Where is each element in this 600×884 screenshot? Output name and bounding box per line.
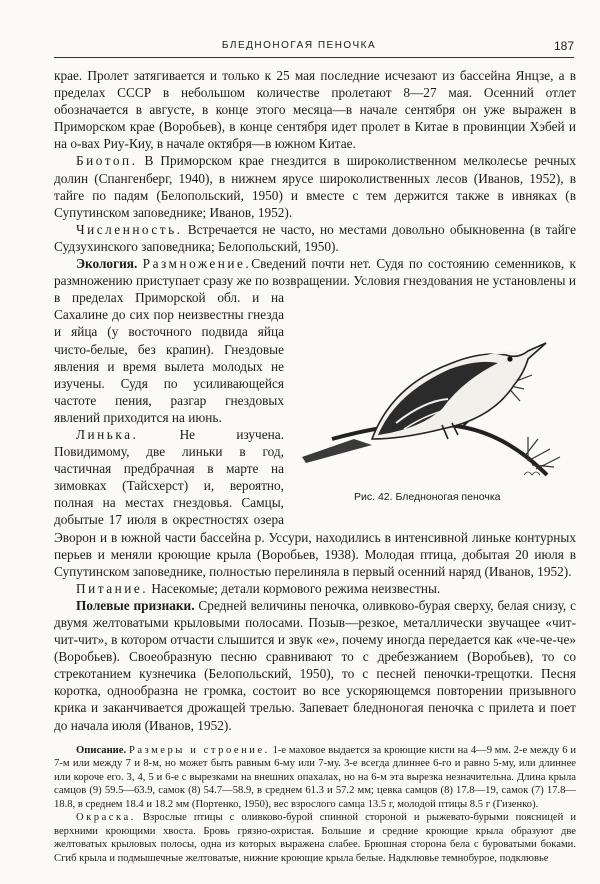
running-header [54, 40, 574, 56]
biotope-heading: Биотоп. [76, 153, 138, 169]
coloration-text: Взрослые птицы с оливково-бурой спинной стороной и рыжевато-бурыми поясницей и верхними кроющими хвоста. Бровь грязно-охристая. Большие и средние кроющие крыла образуют две желтоватых крыловых полосы, одна из которых выражена слабее. Брюшная сторона бела с буроватыми боками. Сгиб крыла и подмышечные желтоватые, нижние кроющие крыла белые. Надклювье темнобурое, подклювье [54, 812, 576, 864]
paragraph-measurements [54, 744, 576, 812]
molt-heading: Линька. [76, 426, 139, 442]
breeding-text-rest: гнездования не установлены и в пределах Приморской обл. и на Сахалине до сих пор неизвестны гнезда и яйца (у восточного подвида яйца чисто-белые, без крапин). Гнездовые явления и время вылета молодых не изучены. Судя по усиливающейся частоте пения, разгар гнездовых явлений приходится на июнь. [54, 273, 576, 425]
warbler-illustration [292, 289, 582, 485]
field-marks-heading: Полевые признаки. [76, 597, 195, 613]
figure-caption: Рис. 42. Бледноногая пеночка [354, 491, 501, 504]
paragraph-migration: крае. Пролет затягивается и только к 25 мая последние исчезают из бассейна Янцзе, а в пределах СССР в небольшом количестве пролетают 8—27 мая. Осенний отлет обозначается в августе, в конце этого месяца—в начале сентября он уже выражен в Приморском крае (Воробьев), в конце сентября идет пролет в Китае в провинции Хэбей и на о-вах Риу-Киу, в начале октября—в южном Китае. [54, 68, 576, 152]
paragraph-abundance [54, 221, 576, 255]
coloration-heading: Окраска. [76, 812, 136, 824]
paragraph-biotope [54, 152, 576, 220]
field-marks-text: Средней величины пеночка, оливково-бурая сверху, белая снизу, с двумя желтоватыми крыловыми полосами. Позыв—резкое, металлически звучащее «чит-чит-чит», в котором отчасти слышится и звук «е», почему иногда передается как «че-че-че» (Воробьев). Своеобразную песню сравнивают то с дребезжанием (Воробьев), то со стрекотанием кузнечика (Белопольский, 1950), то с песней пеночки-трещотки. Песня коротка, однообразна не громка, состоит во все ускоряющемся повторении призывного крика и заканчивается дрожащей трелью. Запевает бледноногая пеночка с прилета и поет до начала июля (Иванов, 1952). [54, 597, 577, 733]
measurements-heading: Размеры и строение. [128, 744, 270, 756]
paragraph-field-marks [54, 597, 576, 734]
paragraph-coloration [54, 811, 576, 865]
abundance-text: Встречается не часто, но местами довольно обыкновенна (в тайге Судзухинского заповедника; Белопольский, 1950). [54, 221, 576, 254]
bird-figure [292, 289, 582, 513]
molt-text: Не изучена. Повидимому, две линьки в год, частичная предбрачная в марте на зимовках (Тайсхерст) и, вероятно, полная на местах гнездовья. Самцы, добытые 17 июля в окрестностях озера Эворон и в южной части бассейна р. Уссури, находились в интенсивной линьке контурных перьев и меняли кроющие крыла (Воробьев, 1938). Молодая птица, добытая 20 июля в Супутинском заповеднике, полностью перелиняла в первый осенний наряд (Иванов, 1952). [54, 426, 576, 579]
breeding-text-start: Сведений почти нет. Судя по состоянию семенников, к размножению приступает сразу же по возвращении. Условия [54, 256, 576, 289]
abundance-heading: Численность. [76, 221, 183, 237]
page-number: 187 [553, 39, 574, 53]
figure-wrap-section [54, 255, 576, 580]
measurements-text: 1-е маховое выдается за кроющие кисти на 4—9 мм. 2-е между 6 и 7-м или между 7 и 8-м, но может быть равным 6-му или 7-му. 3-е всегда длиннее 6-го и равно 5-му, или длиннее или короче его. 3, 4, 5 и 6-е с вырезками на внешних опахалах, но на 6-м эта вырезка незначительна. Длина крыла самцов (9) 59.5—63.9, самок (8) 54.7—58.9, в среднем 61.3 и 57.2 мм; цевка самцов (8) 17.8—19, самок (7) 17.8—18.8, в среднем 18.4 и 18.2 мм (Портенко, 1950), вес взрослого самца 13.5 г, молодой птицы 8.5 г (Гизенко). [54, 744, 576, 810]
paragraph-food [54, 580, 576, 597]
ecology-heading: Экология. [76, 256, 138, 272]
running-title: БЛЕДНОНОГАЯ ПЕНОЧКА [221, 40, 377, 51]
breeding-heading: Размножение. [142, 256, 252, 272]
description-heading: Описание. [76, 744, 127, 756]
description-section [54, 744, 576, 866]
biotope-text: В Приморском крае гнездится в широколиственном мелколесье речных долин (Спангенберг, 1940), в нижнем ярусе широколиственных лесов (Иванов, 1952), в тайге по падям (Белопольский, 1950) и вместе с тем держится также в ивняках (в Супутинском заповеднике; Иванов, 1952). [54, 153, 576, 220]
food-heading: Питание. [76, 580, 149, 596]
header-rule [54, 57, 574, 58]
main-text [54, 67, 576, 865]
food-text: Насекомые; детали кормового режима неизвестны. [148, 580, 441, 596]
